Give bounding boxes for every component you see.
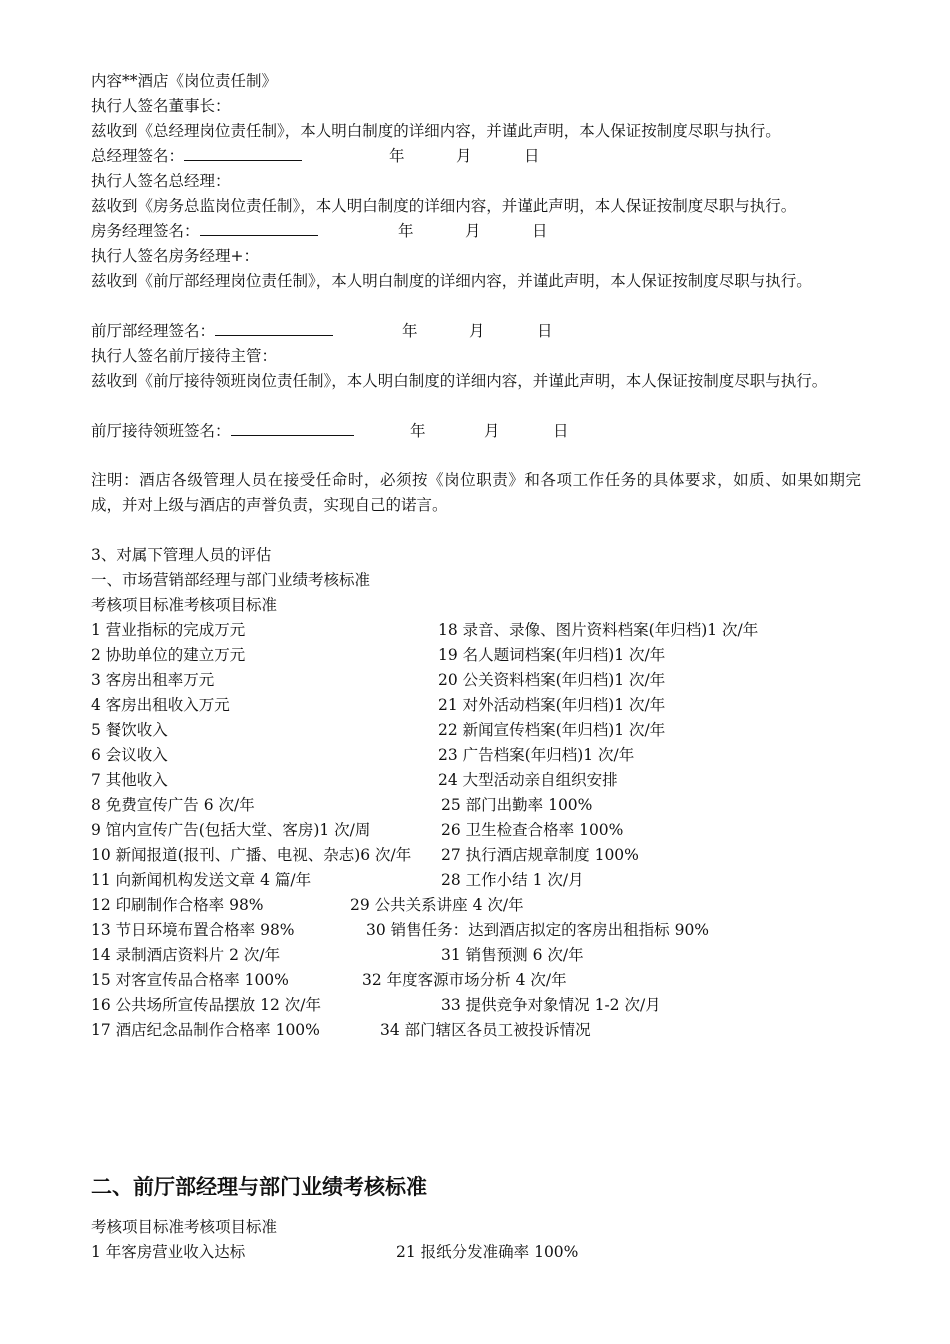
date-year: 年 <box>410 422 426 440</box>
table-row-right: 18 录音、录像、图片资料档案(年归档)1 次/年 <box>438 621 759 639</box>
signer-label: 房务经理签名： <box>91 222 200 240</box>
date-month: 月 <box>469 322 485 340</box>
table-row-right: 24 大型活动亲自组织安排 <box>438 771 618 789</box>
table-row-right: 21 对外活动档案(年归档)1 次/年 <box>438 696 666 714</box>
signature-blank <box>200 220 318 236</box>
note-paragraph: 注明：酒店各级管理人员在接受任命时，必须按《岗位职责》和各项工作任务的具体要求，如质、如果如期完成，并对上级与酒店的声誉负责，实现自己的诺言。 <box>91 471 861 514</box>
table-row-left: 12 印刷制作合格率 98% <box>91 896 264 914</box>
doc-title-line: 内容**酒店《岗位责任制》 <box>91 72 278 90</box>
table-row-right: 32 年度客源市场分析 4 次/年 <box>362 971 567 989</box>
table-row-left: 10 新闻报道(报刊、广播、电视、杂志)6 次/年 <box>91 846 412 864</box>
receipt-statement: 兹收到《前厅部经理岗位责任制》，本人明白制度的详细内容，并谨此声明，本人保证按制度尽职与执行。 <box>91 272 812 290</box>
date-month: 月 <box>465 222 481 240</box>
table-row-right: 25 部门出勤率 100% <box>441 796 593 814</box>
table-row-right: 23 广告档案(年归档)1 次/年 <box>438 746 635 764</box>
table-header: 考核项目标准考核项目标准 <box>91 596 278 614</box>
table-row-right: 30 销售任务：达到酒店拟定的客房出租指标 90% <box>366 921 710 939</box>
signature-blank <box>184 145 302 161</box>
executor-line: 执行人签名总经理： <box>91 172 231 190</box>
signature-line <box>91 144 302 169</box>
table-row-right: 22 新闻宣传档案(年归档)1 次/年 <box>438 721 666 739</box>
executor-line: 执行人签名房务经理+： <box>91 247 259 265</box>
table-row-left: 4 客房出租收入万元 <box>91 696 230 714</box>
section-title: 3、对属下管理人员的评估 <box>91 546 272 564</box>
table-row-right: 20 公关资料档案(年归档)1 次/年 <box>438 671 666 689</box>
signature-line <box>91 219 318 244</box>
table-row-left: 7 其他收入 <box>91 771 168 789</box>
table-row-left: 17 酒店纪念品制作合格率 100% <box>91 1021 320 1039</box>
signer-label: 前厅部经理签名： <box>91 322 216 340</box>
table-row-left: 14 录制酒店资料片 2 次/年 <box>91 946 281 964</box>
date-day: 日 <box>553 422 569 440</box>
receipt-statement: 兹收到《前厅接待领班岗位责任制》，本人明白制度的详细内容，并谨此声明，本人保证按制度尽职与执行。 <box>91 372 828 390</box>
table-row-left: 9 馆内宣传广告(包括大堂、客房)1 次/周 <box>91 821 371 839</box>
date-year: 年 <box>402 322 418 340</box>
table-row-left: 1 年客房营业收入达标 <box>91 1243 246 1261</box>
section-subtitle: 一、市场营销部经理与部门业绩考核标准 <box>91 571 371 589</box>
table-row-right: 27 执行酒店规章制度 100% <box>441 846 639 864</box>
section-heading: 二、前厅部经理与部门业绩考核标准 <box>91 1175 427 1199</box>
table-row-left: 8 免费宣传广告 6 次/年 <box>91 796 255 814</box>
table-row-left: 6 会议收入 <box>91 746 168 764</box>
table-row-left: 5 餐饮收入 <box>91 721 168 739</box>
signature-line <box>91 419 354 444</box>
table-row-right: 34 部门辖区各员工被投诉情况 <box>380 1021 591 1039</box>
executor-line: 执行人签名董事长： <box>91 97 231 115</box>
table-row-left: 15 对客宣传品合格率 100% <box>91 971 289 989</box>
signature-line <box>91 319 333 344</box>
signer-label: 前厅接待领班签名： <box>91 422 231 440</box>
date-month: 月 <box>484 422 500 440</box>
table-row-right: 33 提供竞争对象情况 1-2 次/月 <box>441 996 661 1014</box>
table-row-right: 31 销售预测 6 次/年 <box>441 946 584 964</box>
table-row-left: 1 营业指标的完成万元 <box>91 621 246 639</box>
date-month: 月 <box>456 147 472 165</box>
table-row-left: 16 公共场所宣传品摆放 12 次/年 <box>91 996 321 1014</box>
date-day: 日 <box>524 147 540 165</box>
receipt-statement: 兹收到《总经理岗位责任制》，本人明白制度的详细内容，并谨此声明，本人保证按制度尽职与执行。 <box>91 122 781 140</box>
signature-blank <box>231 420 354 436</box>
table-row-right: 28 工作小结 1 次/月 <box>441 871 584 889</box>
table-row-left: 2 协助单位的建立万元 <box>91 646 246 664</box>
table-header: 考核项目标准考核项目标准 <box>91 1218 278 1236</box>
table-row-left: 11 向新闻机构发送文章 4 篇/年 <box>91 871 312 889</box>
date-day: 日 <box>537 322 553 340</box>
table-row-right: 19 名人题词档案(年归档)1 次/年 <box>438 646 666 664</box>
date-day: 日 <box>532 222 548 240</box>
signature-blank <box>215 320 333 336</box>
table-row-left: 13 节日环境布置合格率 98% <box>91 921 295 939</box>
table-row-right: 26 卫生检查合格率 100% <box>441 821 624 839</box>
table-row-left: 3 客房出租率万元 <box>91 671 215 689</box>
table-row-right: 29 公共关系讲座 4 次/年 <box>350 896 524 914</box>
signer-label: 总经理签名： <box>91 147 185 165</box>
receipt-statement: 兹收到《房务总监岗位责任制》，本人明白制度的详细内容，并谨此声明，本人保证按制度尽职与执行。 <box>91 197 797 215</box>
date-year: 年 <box>389 147 405 165</box>
executor-line: 执行人签名前厅接待主管： <box>91 347 278 365</box>
date-year: 年 <box>398 222 414 240</box>
table-row-right: 21 报纸分发准确率 100% <box>396 1243 579 1261</box>
